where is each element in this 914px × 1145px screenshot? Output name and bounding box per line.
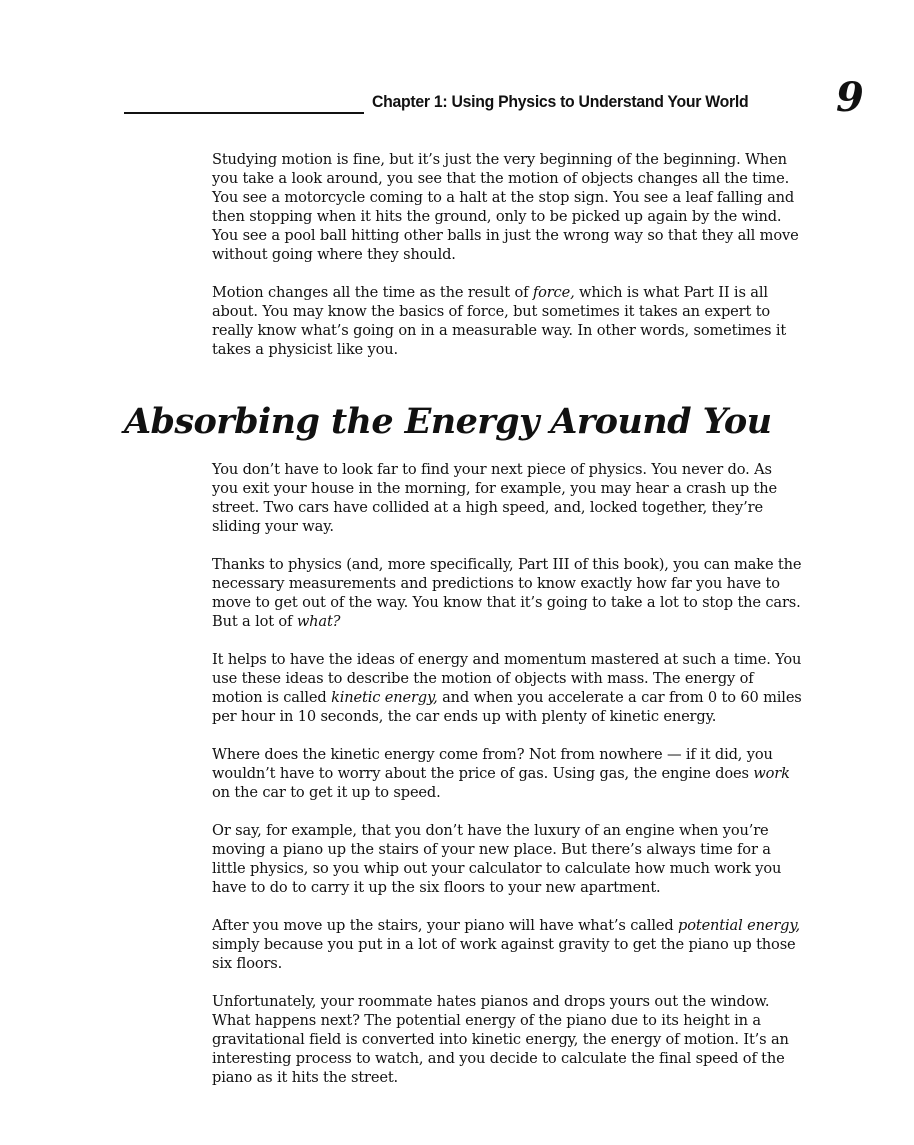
paragraph <box>212 916 802 973</box>
emphasis: what? <box>296 613 341 630</box>
text-run: and when you accelerate a car from 0 to 60 miles per hour in 10 seconds, the car ends up with plenty of kinetic energy. <box>212 689 802 725</box>
emphasis: force, <box>532 284 575 301</box>
paragraph: Or say, for example, that you don’t have the luxury of an engine when you’re moving a piano up the stairs of your new place. But there’s always time for a little physics, so you whip out your calculator to calculate how much work you have to do to carry it up the six floors to your new apartment. <box>212 822 782 896</box>
paragraph: Unfortunately, your roommate hates pianos and drops yours out the window. What happens next? The potential energy of the piano due to its height in a gravitational field is converted into kinetic energy, the energy of motion. It’s an interesting process to watch, and you decide to calculate the final speed of the piano as it hits the street. <box>212 993 789 1086</box>
emphasis: work <box>753 765 790 782</box>
running-header <box>124 74 864 122</box>
paragraph: Studying motion is fine, but it’s just the very beginning of the beginning. When you take a look around, you see that the motion of objects changes all the time. You see a motorcycle coming to a halt at the stop sign. You see a leaf falling and then stopping when it hits the ground, only to be picked up again by the wind. You see a pool ball hitting other balls in just the wrong way so that they all move without going where they should. <box>212 151 799 263</box>
text-run: Where does the kinetic energy come from? Not from nowhere — if it did, you wouldn’t have to worry about the price of gas. Using gas, the engine does <box>212 746 773 782</box>
text-run: on the car to get it up to speed. <box>212 784 441 801</box>
paragraph: You don’t have to look far to find your next piece of physics. You never do. As you exit your house in the morning, for example, you may hear a crash up the street. Two cars have collided at a high speed, and, locked together, they’re sliding your way. <box>212 461 778 535</box>
text-run: Thanks to physics (and, more specifically, Part III of this book), you can make the necessary measurements and predictions to know exactly how far you have to move to get out of the way. You know that it’s going to take a lot to stop the cars. But a lot of <box>212 556 802 630</box>
emphasis: potential energy, <box>678 917 800 934</box>
paragraph <box>212 283 802 359</box>
paragraph <box>212 745 802 802</box>
text-run: which is what Part II is all about. You may know the basics of force, but sometimes it takes an expert to really know what’s going on in a measurable way. In other words, sometimes it takes a physicist like you. <box>212 284 787 358</box>
section-heading: Absorbing the Energy Around You <box>124 401 772 442</box>
text-run: After you move up the stairs, your piano will have what’s called <box>212 917 679 934</box>
page-number: 9 <box>836 74 864 121</box>
paragraph <box>212 650 802 726</box>
text-run: It helps to have the ideas of energy and momentum mastered at such a time. You use these ideas to describe the motion of objects with mass. The energy of motion is called <box>212 651 802 706</box>
paragraph <box>212 555 802 631</box>
header-rule <box>124 112 364 114</box>
section-text <box>212 460 802 1106</box>
intro-text <box>212 150 802 378</box>
chapter-title: Chapter 1: Using Physics to Understand Your World <box>372 92 749 111</box>
text-run: Motion changes all the time as the result of <box>212 284 533 301</box>
text-run: simply because you put in a lot of work against gravity to get the piano up those six floors. <box>212 936 796 972</box>
emphasis: kinetic energy, <box>331 689 438 706</box>
